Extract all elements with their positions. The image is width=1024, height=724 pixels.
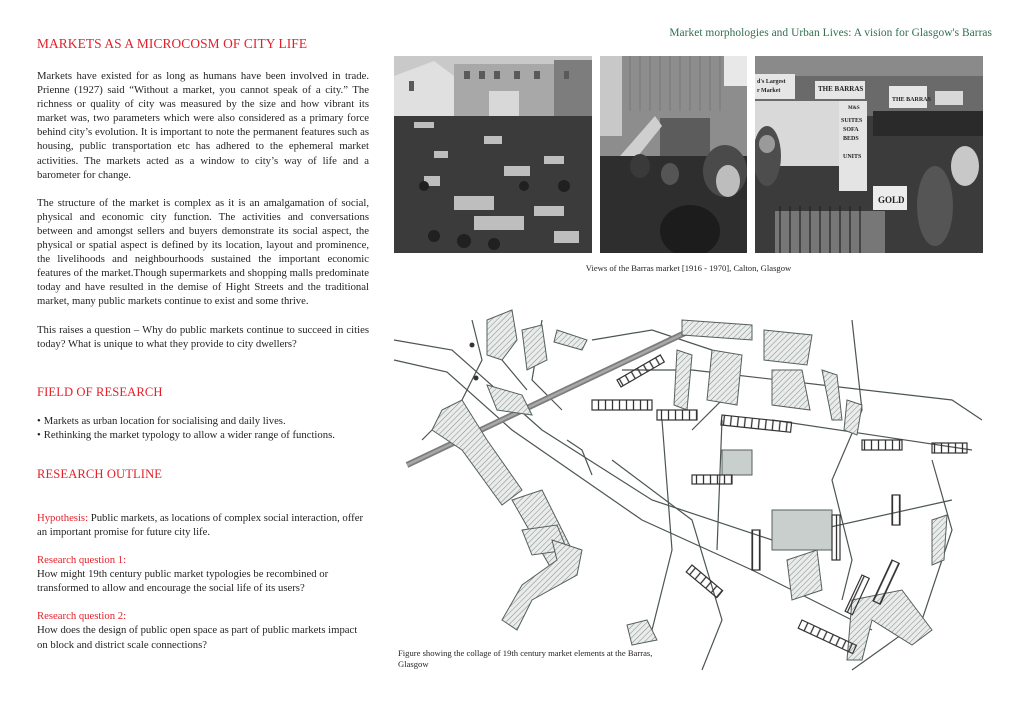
field-of-research-item: • Rethinking the market typology to allow a wider range of functions. [37,428,369,442]
sign-worlds-largest: d's Largest [757,79,786,85]
intro-paragraph-1: Markets have existed for as long as humans have been involved in trade. Prienne (1927) said “Without a market, you cannot speak of a city.” The richness or quality of city was measured by the size and how vibrant its market was, two parameters which were also considered as a primary force behind city’s evolution. It is important to note the permanent features such as housing, public transportation etc has adhered to the ephemeral market activities. The markets acted as a window to city’s way of life and a barometer for change. [37,70,369,181]
sign-sofa: SOFA [843,127,859,133]
hypothesis [37,511,369,539]
sign-units: UNITS [843,154,862,160]
market-collage-map [392,300,990,676]
photo-crowd-shed [600,56,747,253]
page-header-title: Market morphologies and Urban Lives: A vision for Glasgow's Barras [669,27,992,39]
sign-gold: GOLD [878,195,905,205]
research-question-1-text: How might 19th century public market typologies be recombined or transformed to allow and encourage the social life of its users? [37,568,329,595]
sign-suites: SUITES [841,118,863,124]
photo-barras-stalls [755,56,983,253]
main-heading: MARKETS AS A MICROCOSM OF CITY LIFE [37,36,308,51]
map-market-hall-plans [722,450,832,550]
map-caption: Figure showing the collage of 19th century market elements at the Barras, Glasgow [398,648,653,669]
hypothesis-text: Public markets, as locations of complex social interaction, offer an important promise for future city life. [37,511,364,538]
sign-market: r Market [757,88,781,94]
sign-the-barras-2: THE BARRAS [892,97,931,103]
research-question-2-label: Research question 2: [37,610,127,623]
sign-the-barras: THE BARRAS [818,85,864,93]
photo-market-square-illustration [394,56,592,253]
field-of-research-item: • Markets as urban location for socialising and daily lives. [37,414,369,428]
research-question-1-label: Research question 1: [37,554,127,567]
photo-crowd-shed-illustration [600,56,747,253]
hypothesis-label: Hypothesis: [37,511,89,524]
map-buildings [432,310,947,660]
left-column [37,36,369,652]
photo-market-square [394,56,592,253]
field-of-research-heading: FIELD OF RESEARCH [37,384,163,399]
photo-barras-stalls-illustration [755,56,983,253]
field-of-research-list [37,414,369,442]
research-question-2-text: How does the design of public open space as part of public markets impact on block and district scale connections? [37,624,358,651]
sign-ms: M&S [848,106,860,111]
intro-paragraph-2: The structure of the market is complex as it is an amalgamation of social, physical and economic city function. The activities and conversations between and amongst sellers and buyers demonstrate its social aspect, the physical or spatial aspect is defined by its location, layout and prominence, the livelihoods and neighbourhoods sustained the important economic features of the market.Though supermarkets and shopping malls predominate today and have resulted in the demise of Hight Streets and the traditional market, many public markets continue to exist and some thrive. [37,196,369,308]
research-outline-heading: RESEARCH OUTLINE [37,466,163,481]
intro-paragraph-3: This raises a question – Why do public markets continue to succeed in cities today? What is unique to what they provide to city dwellers? [37,323,369,350]
photos-caption: Views of the Barras market [1916 - 1970], Calton, Glasgow [585,263,792,273]
sign-beds: BEDS [843,136,859,142]
